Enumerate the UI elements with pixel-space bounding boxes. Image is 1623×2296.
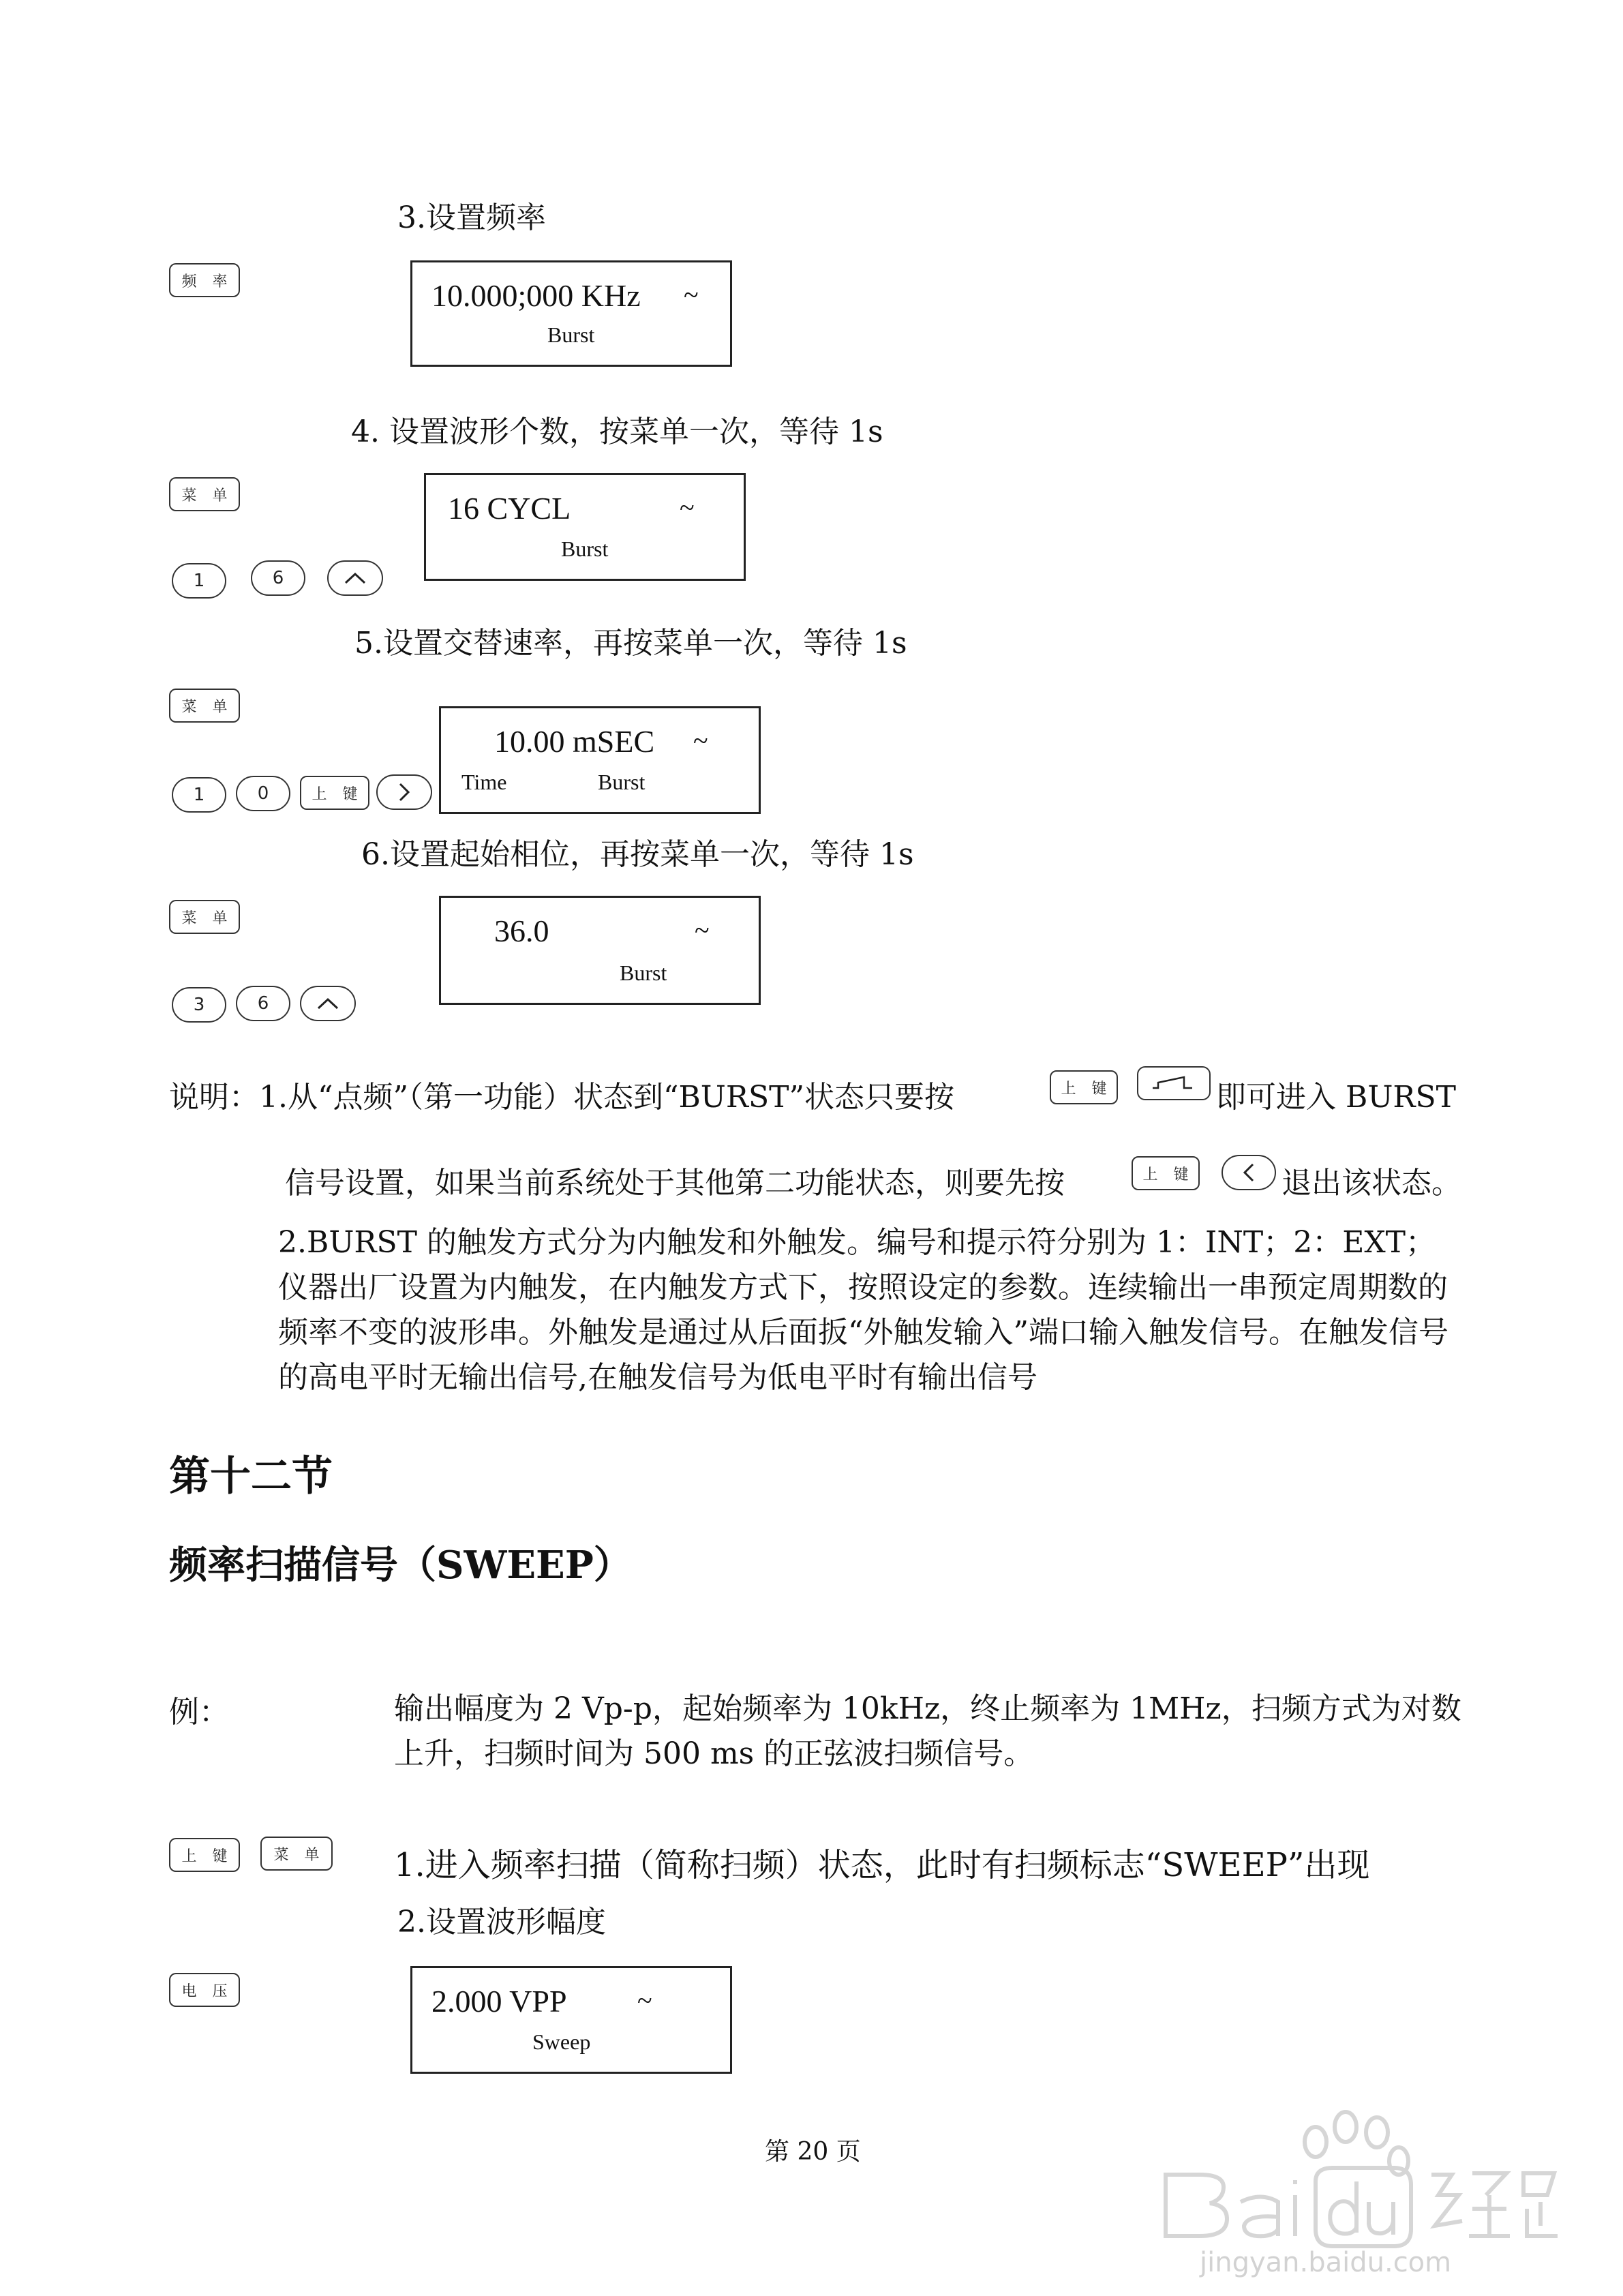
waveform-sine-indicator: ~ <box>684 280 699 310</box>
voltage-key[interactable]: 电 压 <box>169 1973 240 2007</box>
watermark-url: jingyan.baidu.com <box>1200 2247 1452 2278</box>
right-arrow-key[interactable] <box>376 774 432 810</box>
waveform-sine-indicator: ~ <box>637 1985 652 2016</box>
example-label: 例： <box>169 1695 229 1729</box>
step5-label: 5.设置交替速率，再按菜单一次，等待 1s <box>354 626 907 661</box>
digit-key-6[interactable]: 6 <box>251 560 305 596</box>
menu-key[interactable]: 菜 单 <box>169 477 240 511</box>
lcd-mode-text: Burst <box>620 961 667 985</box>
menu-key[interactable]: 菜 单 <box>169 689 240 723</box>
frequency-key[interactable]: 频 率 <box>169 263 240 297</box>
left-arrow-key[interactable] <box>1222 1155 1276 1190</box>
note1-line2-start: 信号设置，如果当前系统处于其他第二功能状态，则要先按 <box>285 1166 1065 1200</box>
digit-key-0[interactable]: 0 <box>236 776 290 811</box>
waveform-sine-indicator: ~ <box>693 725 708 756</box>
step6-label: 6.设置起始相位，再按菜单一次，等待 1s <box>361 837 914 872</box>
menu-key[interactable]: 菜 单 <box>260 1837 333 1871</box>
lcd-main-text: 16 CYCL <box>448 491 571 526</box>
waveform-sine-indicator: ~ <box>695 915 710 946</box>
shift-key[interactable]: 上 键 <box>169 1838 240 1872</box>
up-arrow-key[interactable] <box>327 560 383 596</box>
digit-key-6[interactable]: 6 <box>236 986 290 1021</box>
lcd-main-text: 10.000;000 KHz <box>431 278 641 313</box>
shift-key[interactable]: 上 键 <box>1132 1156 1200 1190</box>
menu-key[interactable]: 菜 单 <box>169 900 240 934</box>
lcd-display-cycles <box>424 473 746 581</box>
baidu-paw-logo-icon <box>1152 2100 1575 2284</box>
lcd-mode-text: Burst <box>561 537 609 561</box>
digit-key-1[interactable]: 1 <box>172 563 226 599</box>
example-description: 输出幅度为 2 Vp-p，起始频率为 10kHz，终止频率为 1MHz，扫频方式为对数上升，扫频时间为 500 ms 的正弦波扫频信号。 <box>394 1691 1461 1771</box>
lcd-display-frequency <box>410 260 732 367</box>
lcd-display-amplitude <box>410 1966 732 2074</box>
sweep-step1: 1.进入频率扫描（简称扫频）状态，此时有扫频标志“SWEEP”出现 <box>394 1846 1370 1884</box>
chevron-up-icon <box>344 571 367 585</box>
lcd-display-rate <box>439 706 761 814</box>
section-title: 第十二节 <box>169 1453 333 1500</box>
digit-key-1[interactable]: 1 <box>172 777 226 813</box>
lcd-main-text: 36.0 <box>494 913 549 948</box>
waveform-sine-indicator: ~ <box>680 492 695 523</box>
note1-text-end: 即可进入 BURST <box>1216 1080 1457 1115</box>
lcd-mode-text: Burst <box>598 770 646 794</box>
note1-text-start: 说明：1.从“点频”（第一功能）状态到“BURST”状态只要按 <box>169 1080 954 1115</box>
burst-waveform-icon <box>1150 1074 1198 1092</box>
note2-paragraph: 2.BURST 的触发方式分为内触发和外触发。编号和提示符分别为 1：INT；2：EXT；仪器出厂设置为内触发，在内触发方式下，按照设定的参数。连续输出一串预定周期数的频率不变的波形串。外触发是通过从后面扳“外触发输入”端口输入触发信号。在触发信号的高电平时无输出信号,在触发信号为低电平时有输出信号 <box>278 1225 1448 1395</box>
up-arrow-key[interactable] <box>300 986 356 1021</box>
lcd-display-phase <box>439 896 761 1005</box>
digit-key-3[interactable]: 3 <box>172 987 226 1023</box>
lcd-mode-text: Burst <box>547 322 595 347</box>
lcd-mode-text: Sweep <box>532 2029 591 2054</box>
lcd-param-text: Time <box>461 770 507 794</box>
page-number: 第 20 页 <box>765 2138 861 2166</box>
step4-label: 4. 设置波形个数，按菜单一次，等待 1s <box>351 414 883 449</box>
lcd-main-text: 10.00 mSEC <box>494 724 655 759</box>
sweep-step2: 2.设置波形幅度 <box>397 1905 606 1939</box>
chevron-left-icon <box>1242 1162 1256 1183</box>
chevron-right-icon <box>397 782 411 802</box>
shift-key[interactable]: 上 键 <box>300 776 369 810</box>
note1-line2-end: 退出该状态。 <box>1281 1166 1461 1200</box>
shift-key[interactable]: 上 键 <box>1050 1070 1118 1104</box>
lcd-main-text: 2.000 VPP <box>431 1984 567 2019</box>
burst-key[interactable] <box>1137 1066 1211 1100</box>
section-subtitle: 频率扫描信号（SWEEP） <box>169 1543 632 1588</box>
step3-label: 3.设置频率 <box>397 200 546 235</box>
chevron-up-icon <box>316 997 339 1010</box>
baidu-jingyan-watermark <box>1152 2100 1575 2284</box>
